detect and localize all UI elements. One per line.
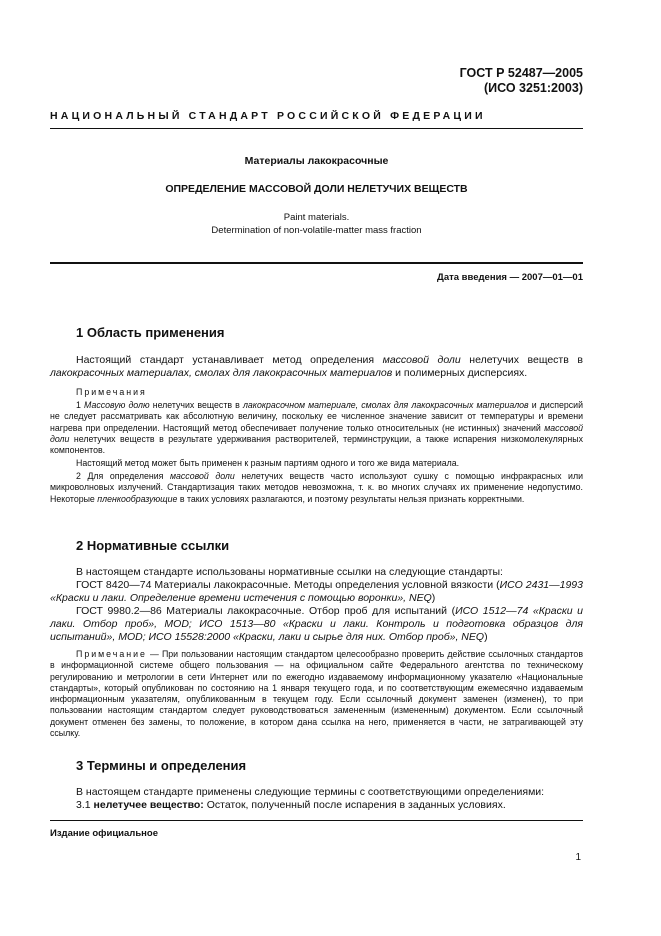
english-title-line2: Determination of non-volatile-matter mass fraction	[211, 225, 422, 236]
national-standard-banner: НАЦИОНАЛЬНЫЙ СТАНДАРТ РОССИЙСКОЙ ФЕДЕРАЦИИ	[50, 110, 486, 122]
standard-code-block	[460, 66, 583, 96]
section-3-heading: 3 Термины и определения	[76, 758, 247, 773]
standard-code: ГОСТ Р 52487—2005	[459, 66, 583, 80]
section-2-note: Примечание — При пользовании настоящим стандартом целесообразно проверить действие ссылочных стандартов в информационной системе общего пользования — на официальном сайте Федерального агентства по техническому регулированию и метрологии в сети Интернет или по ежегодно издаваемому информационному указателю «Национальные стандарты», который опубликован по состоянию на 1 января текущего года, и по соответствующим ежемесячно издаваемым информационным указателям, опубликованным в текущем году. Если ссылочный документ заменен (изменен), то при пользовании настоящим стандартом следует руководствоваться замененным (измененным) документом. Если ссылочный документ отменен без замены, то положение, в котором дана ссылка на него, применяется в части, не затрагивающей эту ссылку.	[50, 649, 583, 739]
iso-code: (ИСО 3251:2003)	[484, 81, 583, 95]
title-divider	[50, 262, 583, 264]
section-2-paragraph: В настоящем стандарте использованы нормативные ссылки на следующие стандарты:	[76, 566, 503, 578]
section-2-heading: 2 Нормативные ссылки	[76, 538, 230, 553]
introduction-date: Дата введения — 2007—01—01	[437, 272, 583, 283]
notes-label: Примечания	[76, 387, 147, 397]
document-subtitle: ОПРЕДЕЛЕНИЕ МАССОВОЙ ДОЛИ НЕЛЕТУЧИХ ВЕЩЕСТВ	[165, 183, 468, 195]
footer-divider	[50, 820, 583, 821]
top-divider	[50, 128, 583, 129]
note-2: 2 Для определения массовой доли нелетучих веществ часто используют сушку с помощью инфракрасных или микроволновых излучений. Стандартизация таких методов невозможна, т. к. во многих случаях их применение недопустимо. Некоторые пленкообразующие в таких условиях разлагаются, и поэтому результаты нельзя признать корректными.	[50, 471, 583, 504]
note-1: 1 Массовую долю нелетучих веществ в лакокрасочном материале, смолах для лакокрасочных материалов и дисперсий не следует рассматривать как абсолютную величину, поскольку ее численное значение зависит от температуры и времени нагрева при определении. Настоящий метод обеспечивает получение только относительных (не истинных) значений массовой доли нелетучих веществ в результате удерживания растворителей, терминструкции, а также испарения низкомолекулярных компонентов.	[50, 400, 583, 456]
term-3-1: 3.1 нелетучее вещество: Остаток, полученный после испарения в заданных условиях.	[76, 799, 506, 811]
note-1-continuation: Настоящий метод может быть применен к разным партиям одного и того же вида материала.	[76, 458, 460, 468]
section-1-heading: 1 Область применения	[76, 325, 225, 340]
section-1-paragraph: Настоящий стандарт устанавливает метод определения массовой доли нелетучих веществ в лакокрасочных материалах, смолах для лакокрасочных материалов и полимерных дисперсиях.	[50, 354, 583, 379]
official-edition-label: Издание официальное	[50, 828, 158, 839]
page-number: 1	[575, 852, 581, 863]
document-title: Материалы лакокрасочные	[244, 155, 389, 167]
reference-gost-9980: ГОСТ 9980.2—86 Материалы лакокрасочные. Отбор проб для испытаний (ИСО 1512—74 «Краски и лаки. Отбор проб», MOD; ИСО 1513—80 «Краски и лаки. Контроль и подготовка образцов для испытаний», MOD; ИСО 15528:2000 «Краски, лаки и сырье для них. Отбор проб», NEQ)	[50, 605, 584, 643]
english-title-line1: Paint materials.	[283, 212, 350, 223]
section-3-paragraph: В настоящем стандарте применены следующие термины с соответствующими определениями:	[76, 786, 545, 798]
reference-gost-8420: ГОСТ 8420—74 Материалы лакокрасочные. Методы определения условной вязкости (ИСО 2431—1993 «Краски и лаки. Определение времени истечения с помощью воронки», NEQ)	[50, 579, 583, 604]
